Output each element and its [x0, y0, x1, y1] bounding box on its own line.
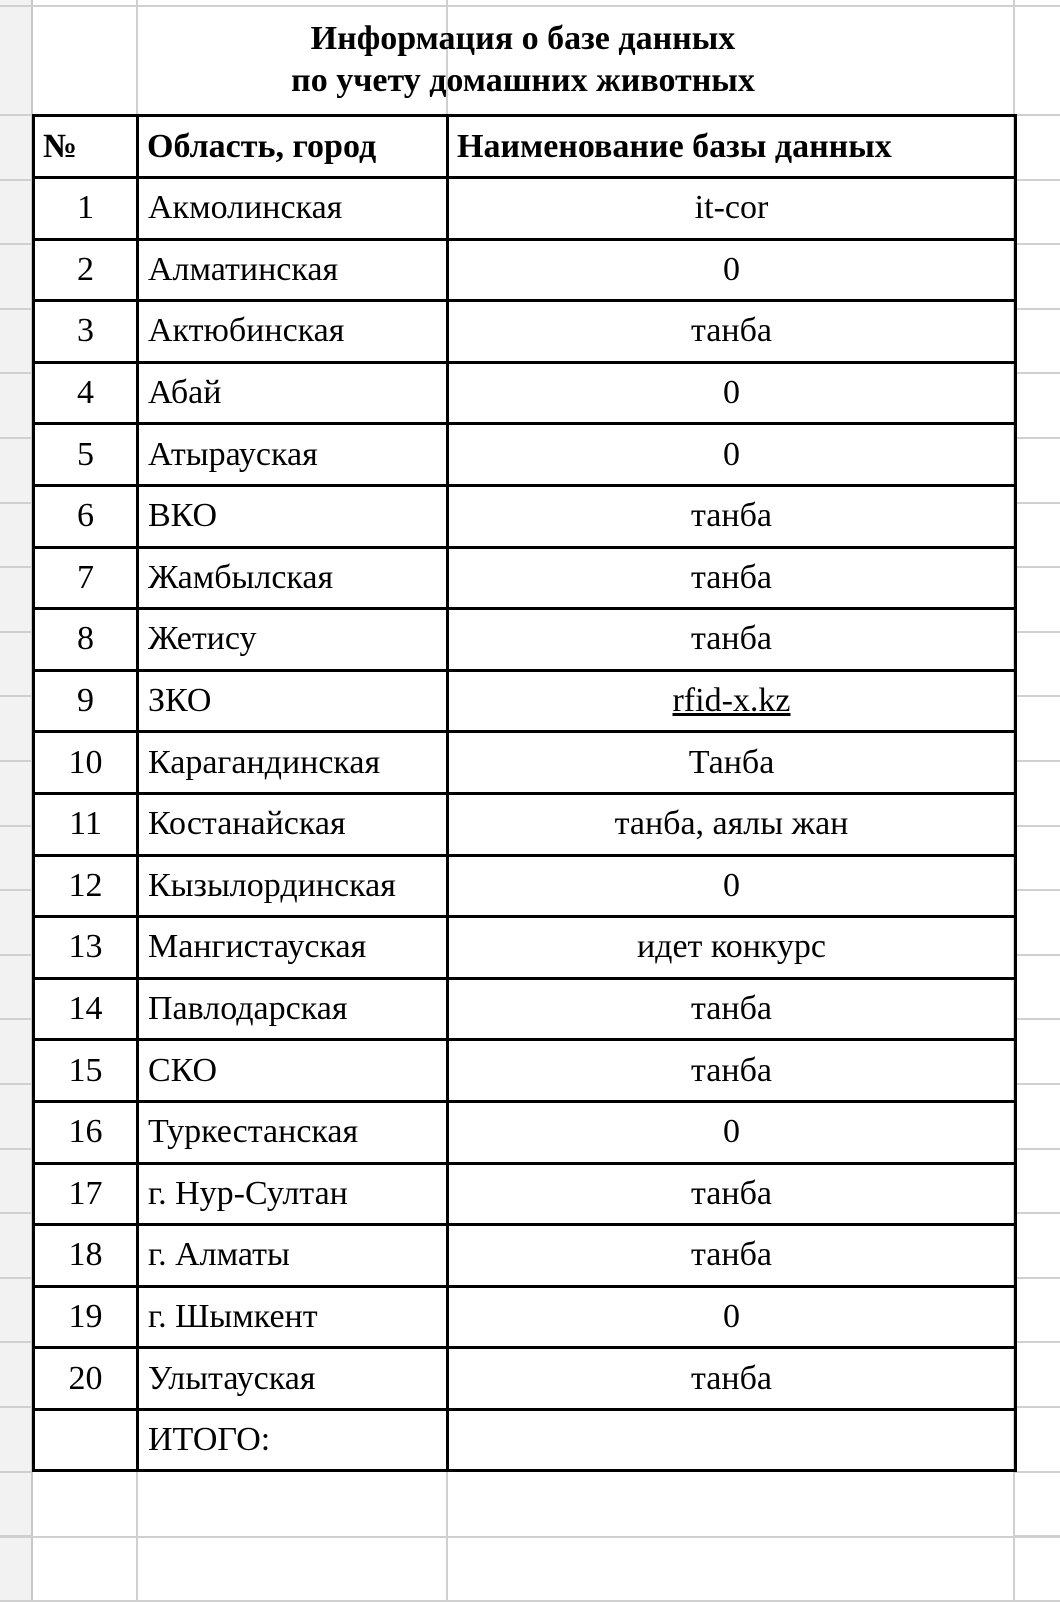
gridline: [0, 825, 31, 827]
table-row: [34, 424, 1016, 486]
gridline: [1014, 760, 1060, 762]
gridline: [1014, 114, 1060, 116]
cell-num[interactable]: 3: [34, 301, 138, 363]
cell-db[interactable]: [448, 609, 1016, 671]
db-name: it-cor: [694, 189, 769, 227]
gridline: [0, 308, 31, 310]
cell-num[interactable]: 16: [34, 1101, 138, 1163]
cell-db[interactable]: [448, 547, 1016, 609]
cell-num[interactable]: 17: [34, 1163, 138, 1225]
cell-region[interactable]: Жамбылская: [138, 547, 448, 609]
db-name: танба: [691, 312, 772, 350]
table-row: [34, 1225, 1016, 1287]
cell-num[interactable]: 13: [34, 917, 138, 979]
cell-region[interactable]: СКО: [138, 1040, 448, 1102]
cell-num[interactable]: 2: [34, 239, 138, 301]
gridline: [0, 1212, 31, 1214]
db-link[interactable]: rfid-x.kz: [672, 682, 791, 720]
header-db[interactable]: Наименование базы данных: [448, 116, 1016, 178]
db-name: Танба: [688, 743, 775, 781]
cell-num[interactable]: 18: [34, 1225, 138, 1287]
gridline: [1014, 1277, 1060, 1279]
database-table: [32, 114, 1017, 1472]
table-row: [34, 178, 1016, 240]
total-label[interactable]: ИТОГО:: [138, 1409, 448, 1471]
gridline: [0, 1406, 31, 1408]
cell-db[interactable]: [448, 1040, 1016, 1102]
cell-region[interactable]: Павлодарская: [138, 978, 448, 1040]
gridline: [1014, 1148, 1060, 1150]
table-row: [34, 855, 1016, 917]
gridline: [1014, 308, 1060, 310]
cell-num[interactable]: 8: [34, 609, 138, 671]
gridline: [0, 114, 31, 116]
table-row: [34, 732, 1016, 794]
table-row: [34, 547, 1016, 609]
cell-region[interactable]: Мангистауская: [138, 917, 448, 979]
cell-num[interactable]: 14: [34, 978, 138, 1040]
db-name: танба: [691, 497, 772, 535]
gridline: [1014, 889, 1060, 891]
table-row: [34, 917, 1016, 979]
gridline: [1014, 372, 1060, 374]
db-name: 0: [723, 1297, 740, 1335]
cell-region[interactable]: ЗКО: [138, 670, 448, 732]
db-name: танба: [691, 1051, 772, 1089]
gridline: [0, 437, 31, 439]
cell-total-db[interactable]: [448, 1409, 1016, 1471]
cell-region[interactable]: г. Алматы: [138, 1225, 448, 1287]
gridline: [0, 1535, 31, 1537]
db-name: танба: [691, 620, 772, 658]
gridline: [0, 566, 31, 568]
gridline: [0, 1148, 31, 1150]
cell-region[interactable]: Жетису: [138, 609, 448, 671]
header-num[interactable]: №: [34, 116, 138, 178]
cell-num[interactable]: 15: [34, 1040, 138, 1102]
cell-db[interactable]: [448, 362, 1016, 424]
cell-num[interactable]: [34, 1409, 138, 1471]
cell-num[interactable]: 19: [34, 1286, 138, 1348]
title-line-1: Информация о базе данных: [310, 20, 736, 57]
header-region[interactable]: Область, город: [138, 116, 448, 178]
table-row: [34, 1348, 1016, 1410]
db-name: 0: [723, 374, 740, 412]
cell-region[interactable]: Акмолинская: [138, 178, 448, 240]
cell-region[interactable]: Карагандинская: [138, 732, 448, 794]
gridline: [0, 1536, 1060, 1538]
cell-region[interactable]: г. Нур-Султан: [138, 1163, 448, 1225]
db-name: идет конкурс: [636, 928, 827, 966]
table-row: [34, 609, 1016, 671]
gridline: [0, 889, 31, 891]
gridline: [1014, 954, 1060, 956]
gridline: [1014, 1083, 1060, 1085]
gridline: [1014, 566, 1060, 568]
gridline: [0, 179, 31, 181]
title-line-2: по учету домашних животных: [291, 62, 755, 99]
header-row: [34, 116, 1016, 178]
db-name: танба: [691, 558, 772, 596]
table-row: [34, 793, 1016, 855]
cell-db[interactable]: [448, 178, 1016, 240]
cell-db[interactable]: [448, 1101, 1016, 1163]
db-name: 0: [723, 1113, 740, 1151]
cell-db[interactable]: [448, 301, 1016, 363]
db-name: танба: [691, 990, 772, 1028]
table-row: [34, 1163, 1016, 1225]
gridline: [0, 1471, 31, 1473]
cell-region[interactable]: Актюбинская: [138, 301, 448, 363]
cell-region[interactable]: ВКО: [138, 485, 448, 547]
table-row: [34, 239, 1016, 301]
gridline: [1014, 243, 1060, 245]
cell-region[interactable]: Костанайская: [138, 793, 448, 855]
table-row: [34, 1040, 1016, 1102]
cell-db[interactable]: [448, 1348, 1016, 1410]
gridline: [0, 760, 31, 762]
cell-region[interactable]: Кызылординская: [138, 855, 448, 917]
gridline: [1014, 179, 1060, 181]
cell-num[interactable]: 20: [34, 1348, 138, 1410]
gridline: [0, 372, 31, 374]
gridline: [1014, 1406, 1060, 1408]
cell-db[interactable]: [448, 855, 1016, 917]
gridline: [1014, 825, 1060, 827]
table-row: [34, 485, 1016, 547]
db-name: танба: [691, 1236, 772, 1274]
cell-region[interactable]: г. Шымкент: [138, 1286, 448, 1348]
cell-region[interactable]: Улытауская: [138, 1348, 448, 1410]
cell-db[interactable]: [448, 424, 1016, 486]
gridline: [0, 1341, 31, 1343]
cell-num[interactable]: 9: [34, 670, 138, 732]
gridline: [1014, 695, 1060, 697]
cell-region[interactable]: Алматинская: [138, 239, 448, 301]
cell-num[interactable]: 7: [34, 547, 138, 609]
cell-db[interactable]: [448, 485, 1016, 547]
cell-region[interactable]: Туркестанская: [138, 1101, 448, 1163]
cell-db[interactable]: [448, 1286, 1016, 1348]
cell-num[interactable]: 10: [34, 732, 138, 794]
gridline: [1014, 1471, 1060, 1473]
cell-num[interactable]: 4: [34, 362, 138, 424]
gridline: [0, 1083, 31, 1085]
gridline: [1014, 502, 1060, 504]
db-name: 0: [723, 866, 740, 904]
cell-num[interactable]: 5: [34, 424, 138, 486]
cell-region[interactable]: Абай: [138, 362, 448, 424]
table-row: [34, 1286, 1016, 1348]
gridline: [1014, 1341, 1060, 1343]
cell-num[interactable]: 1: [34, 178, 138, 240]
gridline: [1014, 631, 1060, 633]
db-name: 0: [723, 435, 740, 473]
sheet-title: [33, 6, 1013, 114]
cell-db[interactable]: [448, 793, 1016, 855]
cell-db[interactable]: [448, 239, 1016, 301]
table-row: [34, 362, 1016, 424]
cell-num[interactable]: 11: [34, 793, 138, 855]
row-header-strip: [0, 0, 33, 1600]
db-name: танба: [691, 1359, 772, 1397]
gridline: [0, 954, 31, 956]
gridline: [1014, 1535, 1060, 1537]
gridline: [1014, 437, 1060, 439]
gridline: [0, 502, 31, 504]
table-row: [34, 1101, 1016, 1163]
cell-num[interactable]: 12: [34, 855, 138, 917]
gridline: [0, 631, 31, 633]
table-row: [34, 670, 1016, 732]
cell-region[interactable]: Атырауская: [138, 424, 448, 486]
table-row: [34, 301, 1016, 363]
gridline: [1014, 1212, 1060, 1214]
total-row: [34, 1409, 1016, 1471]
db-name: танба, аялы жан: [614, 805, 849, 843]
table-row: [34, 978, 1016, 1040]
gridline: [0, 1018, 31, 1020]
gridline: [1014, 1018, 1060, 1020]
cell-db[interactable]: [448, 1163, 1016, 1225]
cell-db[interactable]: [448, 1225, 1016, 1287]
gridline: [0, 695, 31, 697]
cell-db[interactable]: [448, 670, 1016, 732]
db-name: 0: [723, 250, 740, 288]
cell-num[interactable]: 6: [34, 485, 138, 547]
gridline: [0, 1277, 31, 1279]
gridline: [0, 243, 31, 245]
cell-db[interactable]: [448, 732, 1016, 794]
db-name: танба: [691, 1174, 772, 1212]
cell-db[interactable]: [448, 917, 1016, 979]
cell-db[interactable]: [448, 978, 1016, 1040]
